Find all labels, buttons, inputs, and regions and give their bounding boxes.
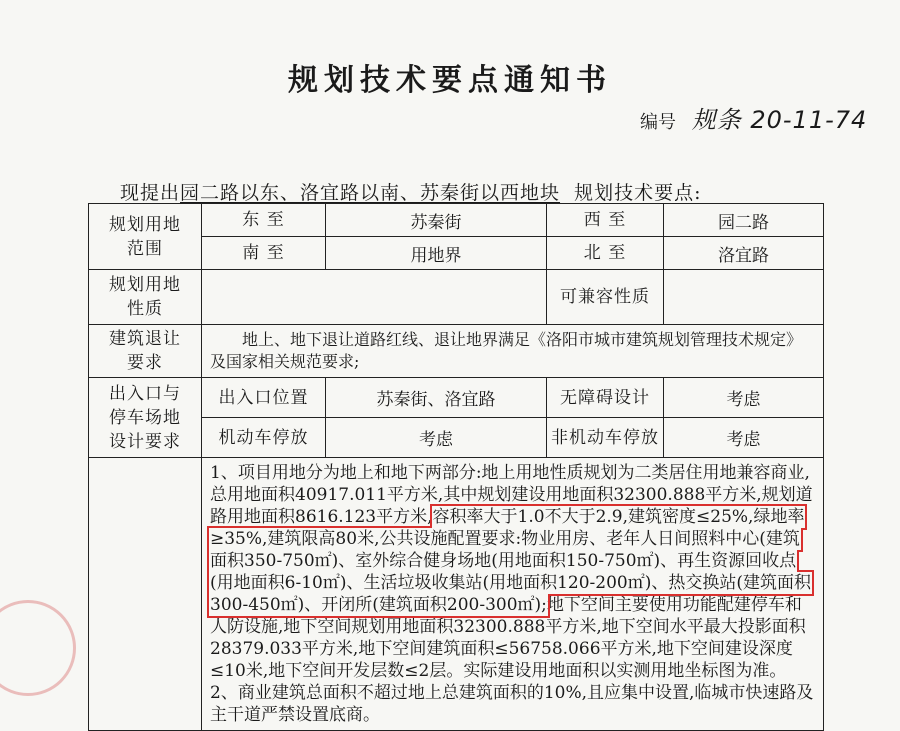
- motor-parking-value: 考虑: [326, 418, 547, 458]
- intro-suffix: 规划技术要点:: [574, 182, 702, 204]
- entrance-label: 出入口与停车场地设计要求: [89, 378, 202, 458]
- requirement-item-1: 1、项目用地分为地上和地下两部分:地上用地性质规划为二类居住用地兼容商业,总用地面积40917.011平方米,其中规划建设用地面积32300.888平方米,规划道路用地面积8616.123平方米,容积率大于1.0不大于2.9,建筑密度≤25%,绿地率≥35%,建筑限高80米,公共设施配置要求:物业用房、老年人日间照料中心(建筑面积350-750㎡)、室外综合健身场地(用地面积150-750㎡)、再生资源回收点(用地面积6-10㎡)、生活垃圾收集站(用地面积120-200㎡)、热交换站(建筑面积300-450㎡)、开闭所(建筑面积200-300㎡);地下空间主要使用功能配建停车和人防设施,地下空间规划用地面积32300.888平方米,地下空间水平最大投影面积28379.033平方米,地下空间建筑面积≤56758.066平方米,地下空间建设深度≤10米,地下空间开发层数≤2层。实际建设用地面积以实测用地坐标图为准。: [210, 463, 813, 681]
- intro-location: 园二路以东、洛宜路以南、苏秦街以西地块: [180, 182, 561, 204]
- document-number: [640, 100, 867, 135]
- number-value: 规条 20-11-74: [691, 106, 868, 134]
- compatible-value: [664, 270, 824, 325]
- land-use-label: 规划用地性质: [89, 270, 202, 325]
- accessible-label: 无障碍设计: [547, 378, 664, 418]
- entrance-position-label: 出入口位置: [202, 378, 326, 418]
- land-scope-label: 规划用地范围: [89, 204, 202, 270]
- land-use-value: [202, 270, 547, 325]
- intro-line: [120, 178, 702, 205]
- east-value: 苏秦街: [326, 204, 547, 237]
- number-label: 编号: [640, 112, 676, 133]
- setback-text: 地上、地下退让道路红线、退让地界满足《洛阳市城市建筑规划管理技术规定》及国家相关规范要求;: [202, 325, 824, 378]
- nonmotor-parking-value: 考虑: [664, 418, 824, 458]
- document-title: 规划技术要点通知书: [288, 63, 612, 98]
- requirements-table: [88, 203, 824, 731]
- motor-parking-label: 机动车停放: [202, 418, 326, 458]
- requirement-item-2: 2、商业建筑总面积不超过地上总建筑面积的10%,且应集中设置,临城市快速路及主干道严禁设置底商。: [210, 683, 814, 725]
- entrance-position-value: 苏秦街、洛宜路: [326, 378, 547, 418]
- west-label: 西 至: [547, 204, 664, 237]
- west-value: 园二路: [664, 204, 824, 237]
- accessible-value: 考虑: [664, 378, 824, 418]
- north-value: 洛宜路: [664, 237, 824, 270]
- requirements-text: [202, 458, 824, 731]
- east-label: 东 至: [202, 204, 326, 237]
- intro-prefix: 现提出: [120, 182, 181, 204]
- seal-stamp: [0, 600, 76, 696]
- south-label: 南 至: [202, 237, 326, 270]
- north-label: 北 至: [547, 237, 664, 270]
- compatible-label: 可兼容性质: [547, 270, 664, 325]
- requirements-label-cell: [89, 458, 202, 731]
- south-value: 用地界: [326, 237, 547, 270]
- public-facilities-highlight: 容积率大于1.0不大于2.9,建筑密度≤25%,绿地率≥35%,建筑限高80米,公共设施配置要求:物业用房、老年人日间照料中心(建筑面积350-750㎡)、室外综合健身场地(用地面积150-750㎡)、再生资源回收点(用地面积6-10㎡)、生活垃圾收集站(用地面积120-200㎡)、热交换站(建筑面积300-450㎡)、开闭所(建筑面积200-300㎡);: [210, 507, 811, 615]
- setback-label: 建筑退让要求: [89, 325, 202, 378]
- nonmotor-parking-label: 非机动车停放: [547, 418, 664, 458]
